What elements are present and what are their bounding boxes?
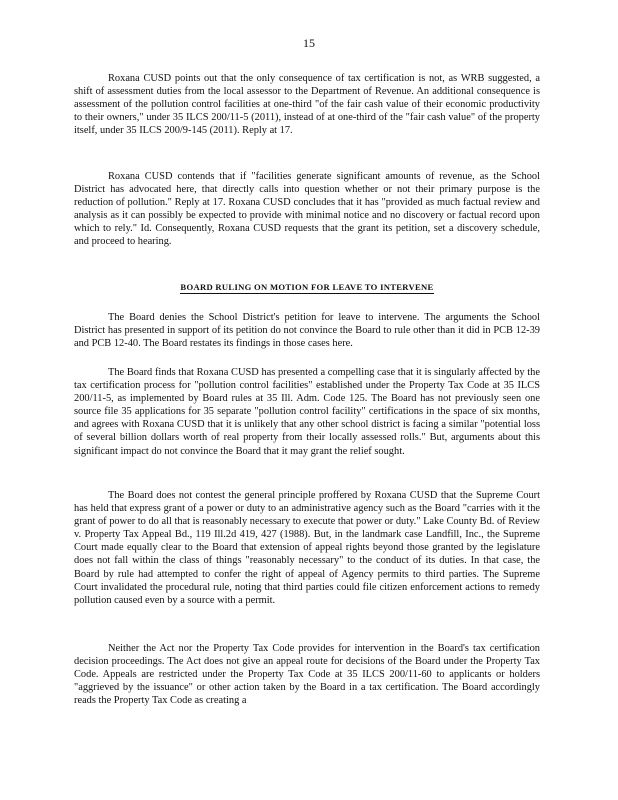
page-number: 15 [303,36,315,50]
section-heading [74,282,540,294]
paragraph-board-does-not-contest [74,489,540,607]
paragraph-text: The Board finds that Roxana CUSD has presented a compelling case that it is singularly affected by the tax certification process for "pollution control facilities" established under the Property Tax Code at 35 ILCS 200/11-5, as implemented by Board rules at 35 Ill. Adm. Code 125. The Board has not previously seen one source file 35 applications for 35 separate "pollution control facility" certifications in the space of six months, and agrees with Roxana CUSD that it is unlikely that any other school district is facing a similar "potential loss of several billion dollars worth of real property from their locally assessed rolls." But, arguments about this significant impact do not convince the Board that it may grant the relief sought. [74,367,540,457]
paragraph-text: Neither the Act nor the Property Tax Code provides for intervention in the Board's tax certification decision proceedings. The Act does not give an appeal route for decisions of the Board under the Property Tax Code. Appeals are restricted under the Property Tax Code at 35 ILCS 200/11-60 to applicants or holders "aggrieved by the issuance" or other action taken by the Board in a tax certification. The Board accordingly reads the Property Tax Code as creating a [74,643,540,707]
paragraph-text: The Board does not contest the general principle proffered by Roxana CUSD that the Supreme Court has held that express grant of a power or duty to an administrative agency such as the Board "carries with it the grant of power to do all that is reasonably necessary to execute that power or duty." Lake County Bd. of Review v. Property Tax Appeal Bd., 119 Ill.2d 419, 427 (1988). But, in the landmark case Landfill, Inc., the Supreme Court made equally clear to the Board that extension of appeal rights beyond those granted by the legislature does not fall within the class of things "reasonably necessary" to the conduct of its duties. In that case, the Board by rule had attempted to confer the right of appeal of Agency permits to third parties. The Supreme Court invalidated the procedural rule, noting that third parties could file citizen enforcement actions to remedy pollution caused even by a source with a permit. [74,490,540,606]
paragraph-roxana-contends [74,170,540,249]
paragraph-board-finds [74,366,540,458]
paragraph-text: Roxana CUSD contends that if "facilities generate significant amounts of revenue, as the School District has advocated here, that directly calls into question whether or not their primary purpose is the reduction of pollution." Reply at 17. Roxana CUSD concludes that it has "provided as much factual review and analysis as it can possibly be expected to provide with minimal notice and no discovery or factual record upon which to rely." Id. Consequently, Roxana CUSD requests that the grant its petition, set a discovery schedule, and proceed to hearing. [74,171,540,248]
section-heading-text: BOARD RULING ON MOTION FOR LEAVE TO INTERVENE [180,282,434,292]
paragraph-text: Roxana CUSD points out that the only consequence of tax certification is not, as WRB suggested, a shift of assessment duties from the local assessor to the Department of Revenue. An additional consequence is assessment of the pollution control facilities at one-third "of the fair cash value of their economic productivity to their owners," under 35 ILCS 200/11-5 (2011), instead of at one-third of the "fair cash value" of the property itself, under 35 ILCS 200/9-145 (2011). Reply at 17. [74,73,540,137]
paragraph-neither-act [74,642,540,707]
paragraph-text: The Board denies the School District's petition for leave to intervene. The arguments the School District has presented in support of its petition do not convince the Board to rule other than it did in PCB 12-39 and PCB 12-40. The Board restates its findings in those cases here. [74,312,540,350]
paragraph-roxana-consequence [74,72,540,137]
paragraph-board-denies [74,311,540,350]
